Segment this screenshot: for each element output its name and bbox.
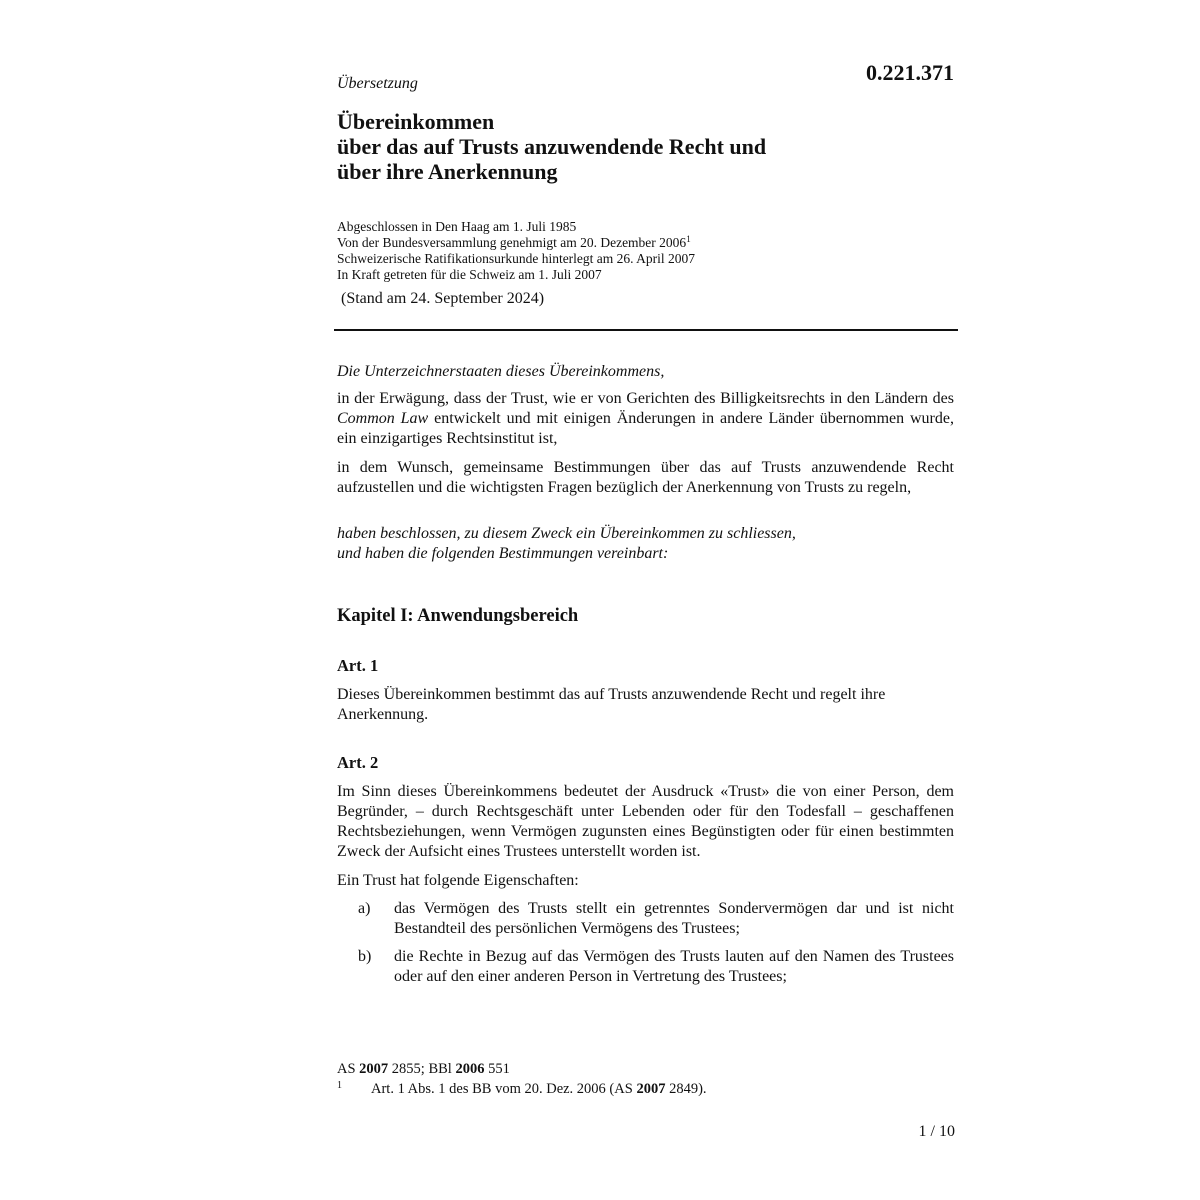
preamble-paragraph-2: in dem Wunsch, gemeinsame Bestimmungen über das auf Trusts anzuwendende Recht aufzustellen und die wichtigsten Fragen bezüglich der Anerkennung von Trusts zu regeln,	[337, 459, 954, 496]
list-item-a	[337, 899, 954, 939]
fn1-year: 2007	[636, 1081, 666, 1097]
title-line-3: über ihre Anerkennung	[337, 159, 558, 184]
fn1-text-b: 2849).	[669, 1081, 707, 1097]
in-force-date: In Kraft getreten für die Schweiz am 1. Juli 2007	[337, 267, 602, 282]
concluded-date: Abgeschlossen in Den Haag am 1. Juli 1985	[337, 219, 577, 234]
approved-line	[337, 235, 957, 251]
article-2-paragraph-1: Im Sinn dieses Übereinkommens bedeutet der Ausdruck «Trust» die von einer Person, dem Begründer, – durch Rechtsgeschäft unter Lebenden oder für den Todesfall – geschaffenen Rechtsbeziehungen, wenn Vermögen zugunsten eines Begünstigten oder für einen bestimmten Zweck der Aufsicht eines Trustees unterstellt worden ist.	[337, 783, 954, 860]
resolution-line-1: haben beschlossen, zu diesem Zweck ein Übereinkommen zu schliessen,	[337, 525, 796, 542]
preamble-intro: Die Unterzeichnerstaaten dieses Übereinkommens,	[337, 363, 665, 380]
as-year: 2007	[359, 1061, 389, 1077]
list-item-b	[337, 947, 954, 987]
status-date: (Stand am 24. September 2024)	[341, 290, 545, 307]
list-text: die Rechte in Bezug auf das Vermögen des Trusts lauten auf den Namen des Trustees oder auf den einer anderen Person in Vertretung des Trustees;	[394, 948, 954, 985]
list-marker: a)	[358, 900, 371, 917]
footnote-ref[interactable]: 1	[686, 234, 691, 244]
header-divider	[334, 329, 958, 331]
chapter-heading: Kapitel I: Anwendungsbereich	[337, 606, 579, 626]
article-2-paragraph-2: Ein Trust hat folgende Eigenschaften:	[337, 872, 579, 889]
list-marker: b)	[358, 948, 372, 965]
document-title	[337, 109, 937, 184]
ratification-date: Schweizerische Ratifikationsurkunde hinterlegt am 26. April 2007	[337, 251, 696, 266]
preamble-paragraph-1	[337, 389, 954, 449]
page-number: 1 / 10	[918, 1123, 955, 1140]
approved-date: Von der Bundesversammlung genehmigt am 20. Dezember 2006	[337, 235, 687, 250]
p1-text-a: in der Erwägung, dass der Trust, wie er von Gerichten des Billigkeitsrechts in den Ländern des	[337, 390, 954, 407]
article-2-heading: Art. 2	[337, 753, 379, 772]
bbl-page: 551	[488, 1061, 510, 1077]
footnote-text	[371, 1079, 707, 1099]
translation-label: Übersetzung	[337, 75, 418, 92]
source-reference	[337, 1059, 957, 1079]
fn1-text-a: Art. 1 Abs. 1 des BB vom 20. Dez. 2006 (AS	[371, 1081, 633, 1097]
article-1-heading: Art. 1	[337, 656, 379, 675]
title-line-1: Übereinkommen	[337, 109, 495, 134]
sr-number: 0.221.371	[866, 60, 954, 85]
as-label: AS	[337, 1061, 356, 1077]
title-line-2: über das auf Trusts anzuwendende Recht und	[337, 134, 767, 159]
resolution-line-2: und haben die folgenden Bestimmungen vereinbart:	[337, 545, 669, 562]
common-law-term: Common Law	[337, 410, 429, 427]
footnote-1	[337, 1079, 957, 1099]
p1-text-b: entwickelt und mit einigen Änderungen in andere Länder übernommen wurde, ein einzigartiges Rechtsinstitut ist,	[337, 410, 954, 447]
article-1-text: Dieses Übereinkommen bestimmt das auf Trusts anzuwendende Recht und regelt ihre Anerkennung.	[337, 686, 886, 723]
footnote-number: 1	[337, 1080, 342, 1091]
preamble-resolution	[337, 524, 954, 564]
list-text: das Vermögen des Trusts stellt ein getrenntes Sondervermögen dar und ist nicht Bestandteil des persönlichen Vermögens des Trustees;	[394, 900, 954, 937]
footnotes	[337, 1059, 957, 1099]
as-page: 2855; BBl	[391, 1061, 452, 1077]
bbl-year: 2006	[455, 1061, 485, 1077]
document-metadata	[337, 219, 957, 283]
